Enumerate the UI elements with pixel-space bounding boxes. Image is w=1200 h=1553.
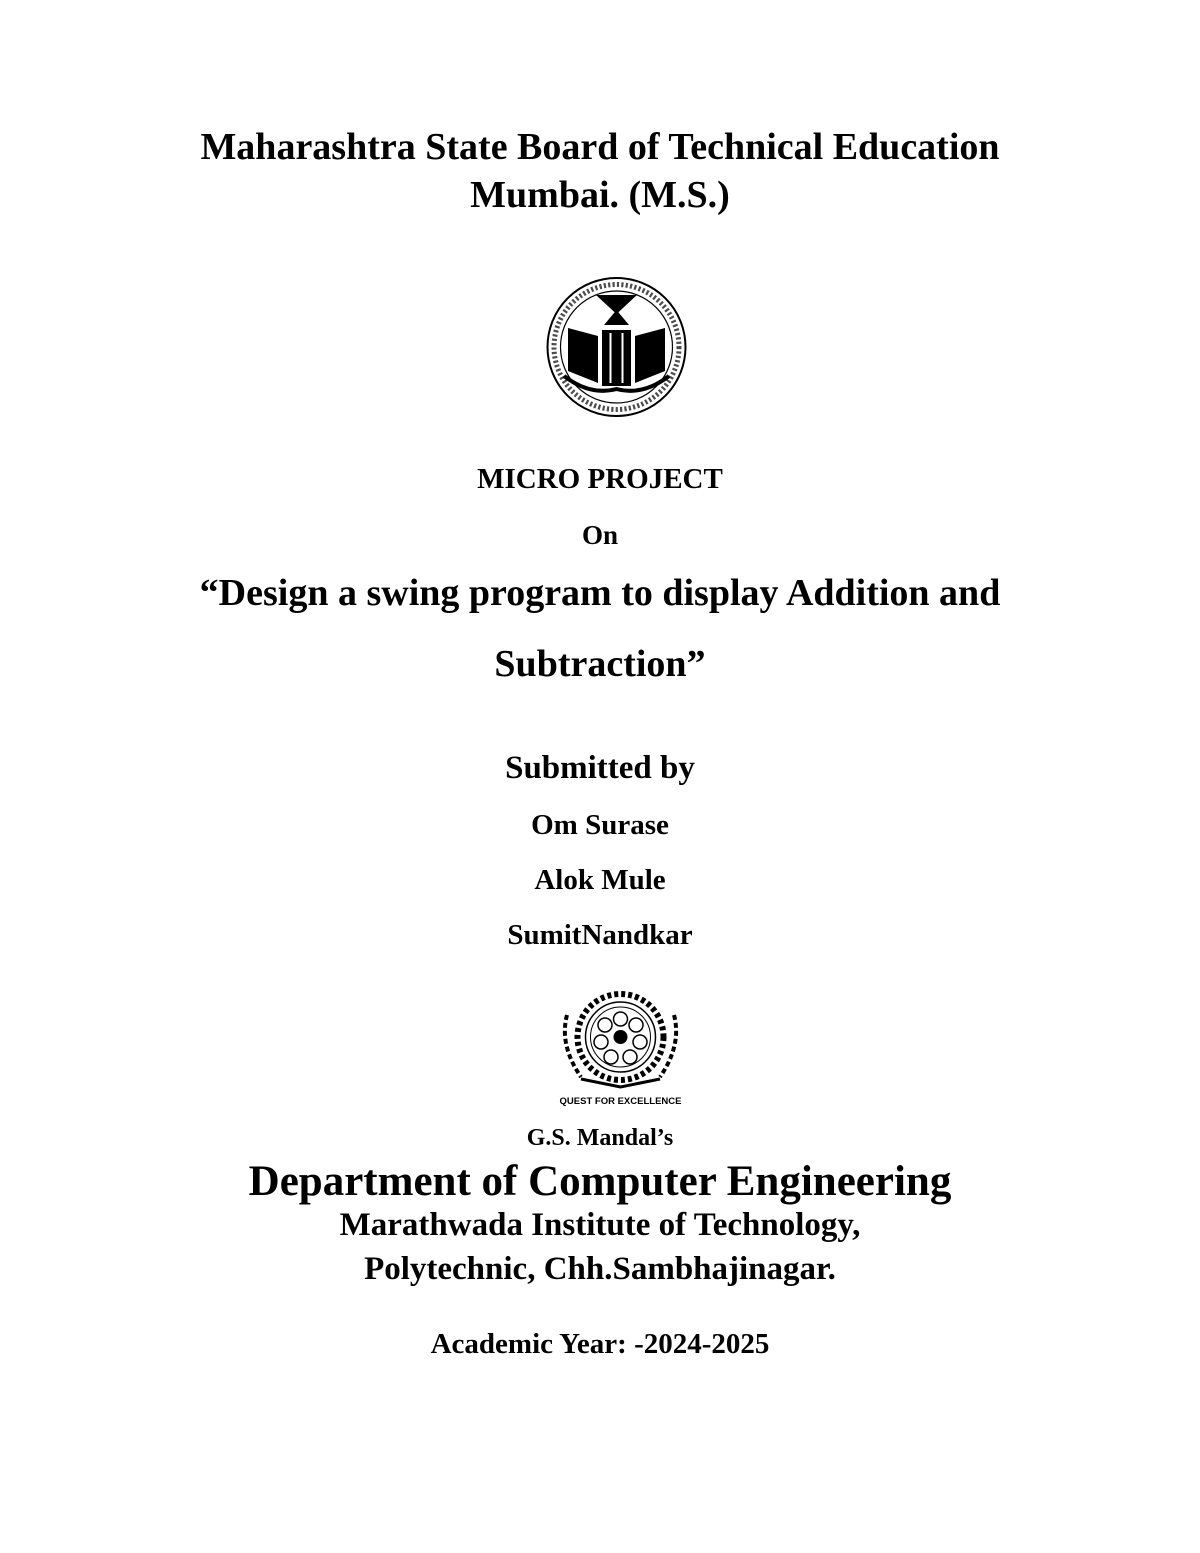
submitted-by-heading: Submitted by	[505, 750, 695, 786]
department-name: Department of Computer Engineering	[248, 1158, 952, 1205]
mit-tagline: QUEST FOR EXCELLENCE	[559, 1096, 682, 1107]
project-title-line-1: “Design a swing program to display Addition and	[199, 572, 1001, 614]
academic-year: Academic Year: -2024-2025	[430, 1328, 770, 1360]
member-name: Om Surase	[531, 809, 669, 841]
member-name: Alok Mule	[534, 864, 666, 896]
board-city: Mumbai. (M.S.)	[470, 174, 730, 216]
on-label: On	[581, 520, 619, 550]
board-title: Maharashtra State Board of Technical Education	[200, 126, 1000, 168]
project-title-line-2: Subtraction”	[494, 643, 706, 685]
institute-name-line-2: Polytechnic, Chh.Sambhajinagar.	[364, 1251, 836, 1287]
institute-name-line-1: Marathwada Institute of Technology,	[339, 1207, 861, 1243]
micro-project-label: MICRO PROJECT	[477, 463, 723, 495]
msbte-emblem-icon	[544, 270, 689, 425]
member-name: SumitNandkar	[507, 919, 693, 951]
org-name: G.S. Mandal’s	[526, 1125, 674, 1151]
mit-emblem-icon	[553, 985, 688, 1110]
